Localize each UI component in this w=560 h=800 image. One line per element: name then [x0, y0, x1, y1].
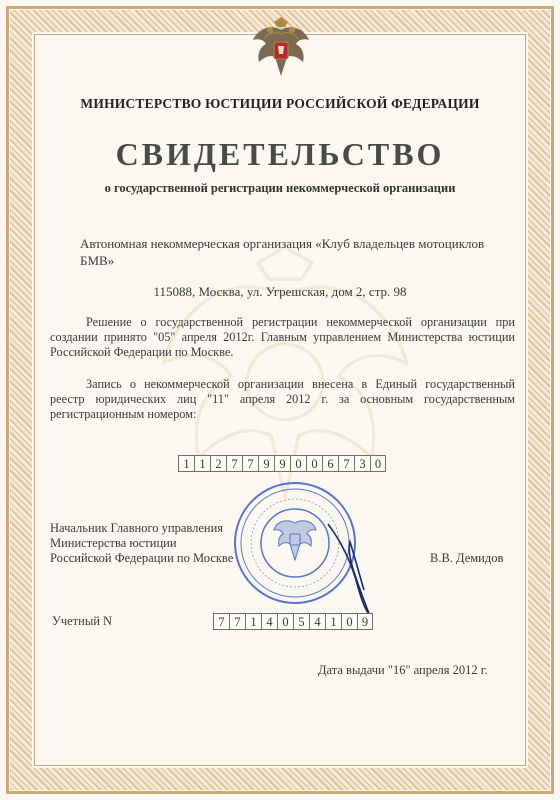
registry-digit: 0 — [341, 613, 357, 630]
chief-line: Начальник Главного управления — [50, 521, 224, 535]
registry-number-label: Учетный N — [52, 614, 113, 628]
registry-digit: 1 — [325, 613, 341, 630]
registry-digit: 7 — [213, 613, 229, 630]
ogrn-digit: 0 — [306, 455, 322, 472]
ogrn-digit: 1 — [194, 455, 210, 472]
chief-title — [50, 521, 233, 566]
ogrn-digit: 9 — [274, 455, 290, 472]
ogrn-digit: 7 — [338, 455, 354, 472]
ogrn-digit: 2 — [210, 455, 226, 472]
registry-digit: 9 — [357, 613, 373, 630]
registry-digit: 4 — [261, 613, 277, 630]
ogrn-digit: 1 — [178, 455, 194, 472]
ministry-heading: МИНИСТЕРСТВО ЮСТИЦИИ РОССИЙСКОЙ ФЕДЕРАЦИИ — [80, 96, 480, 111]
ogrn-digit: 0 — [290, 455, 306, 472]
registry-number — [213, 613, 373, 630]
russian-coat-of-arms-icon — [250, 16, 312, 82]
certificate-title: СВИДЕТЕЛЬСТВО — [115, 136, 445, 172]
ogrn-digit: 9 — [258, 455, 274, 472]
ogrn-digit: 3 — [354, 455, 370, 472]
registry-digit: 5 — [293, 613, 309, 630]
registry-digit: 7 — [229, 613, 245, 630]
registry-digit: 1 — [245, 613, 261, 630]
chief-line: Министерства юстиции — [50, 536, 177, 550]
chief-line: Российской Федерации по Москве — [50, 551, 234, 565]
ogrn-digit: 7 — [226, 455, 242, 472]
organization-address: 115088, Москва, ул. Угрешская, дом 2, стр. 98 — [153, 284, 407, 299]
signature-icon — [320, 520, 380, 620]
registry-digit: 4 — [309, 613, 325, 630]
chief-name: В.В. Демидов — [430, 551, 504, 565]
organization-name: Автономная некоммерческая организация «Клуб владельцев мотоциклов БМВ» — [80, 236, 485, 268]
ogrn-digit: 0 — [370, 455, 386, 472]
certificate-subtitle: о государственной регистрации некоммерческой организации — [104, 181, 456, 195]
ogrn-digit: 7 — [242, 455, 258, 472]
issue-date: Дата выдачи "16" апреля 2012 г. — [318, 663, 488, 677]
ogrn-number — [178, 455, 386, 472]
decision-paragraph: Решение о государственной регистрации некоммерческой организации при создании принято "05" апреля 2012г. Главным управлением Министерства юстиции Российской Федерации по Москве. — [50, 315, 515, 359]
record-paragraph: Запись о некоммерческой организации внесена в Единый государственный реестр юридических лиц "11" апреля 2012 г. за основным государственным регистрационным номером: — [50, 377, 515, 421]
registry-digit: 0 — [277, 613, 293, 630]
ogrn-digit: 6 — [322, 455, 338, 472]
